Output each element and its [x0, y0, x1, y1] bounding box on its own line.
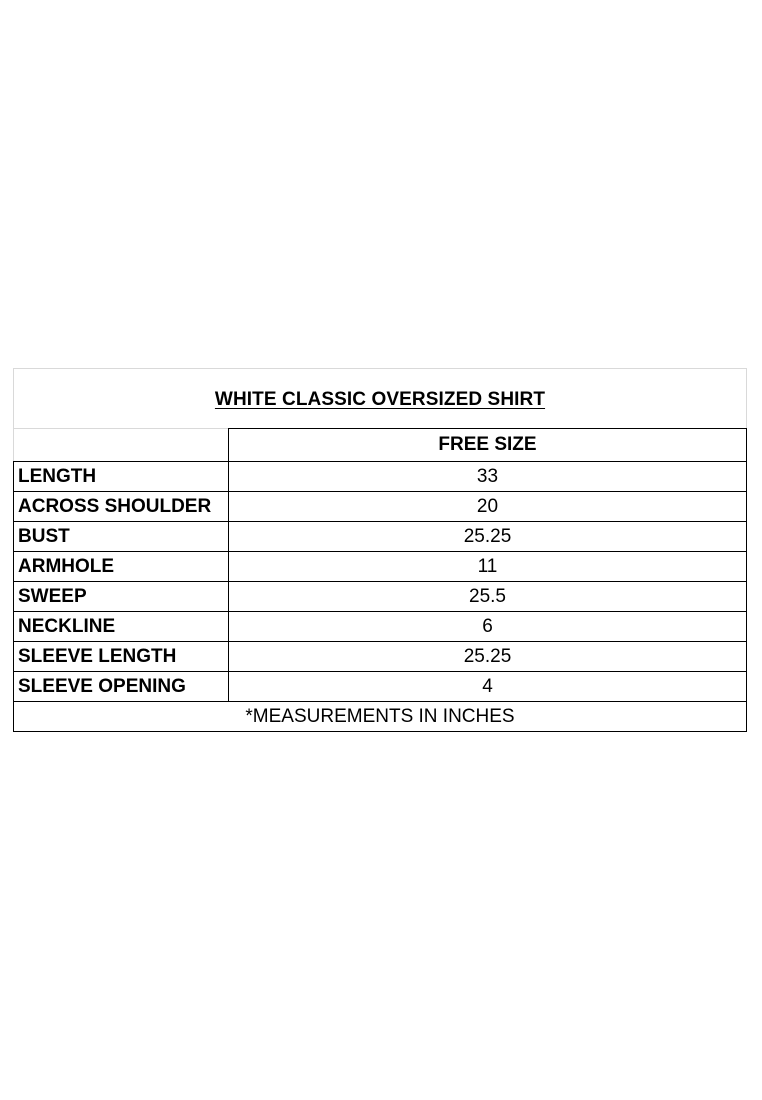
table-row	[14, 462, 747, 492]
footnote-row	[14, 702, 747, 732]
row-label: SLEEVE OPENING	[14, 672, 229, 702]
table-row	[14, 522, 747, 552]
header-empty-cell	[14, 429, 229, 462]
table-row	[14, 672, 747, 702]
size-chart	[13, 368, 747, 732]
table-row	[14, 552, 747, 582]
column-header-free-size: FREE SIZE	[229, 429, 747, 462]
row-label: SLEEVE LENGTH	[14, 642, 229, 672]
table-row	[14, 582, 747, 612]
row-label: BUST	[14, 522, 229, 552]
row-value: 33	[229, 462, 747, 492]
table-row	[14, 612, 747, 642]
row-label: SWEEP	[14, 582, 229, 612]
table-row	[14, 492, 747, 522]
row-label: ARMHOLE	[14, 552, 229, 582]
table-header-row	[14, 429, 747, 462]
row-value: 25.25	[229, 522, 747, 552]
size-chart-table	[13, 428, 747, 732]
measurements-footnote: *MEASUREMENTS IN INCHES	[14, 702, 747, 732]
row-value: 11	[229, 552, 747, 582]
row-value: 4	[229, 672, 747, 702]
row-value: 20	[229, 492, 747, 522]
row-value: 25.5	[229, 582, 747, 612]
row-value: 25.25	[229, 642, 747, 672]
row-value: 6	[229, 612, 747, 642]
row-label: LENGTH	[14, 462, 229, 492]
size-chart-title-row	[13, 368, 747, 428]
size-chart-title: WHITE CLASSIC OVERSIZED SHIRT	[214, 389, 546, 410]
row-label: ACROSS SHOULDER	[14, 492, 229, 522]
row-label: NECKLINE	[14, 612, 229, 642]
table-row	[14, 642, 747, 672]
